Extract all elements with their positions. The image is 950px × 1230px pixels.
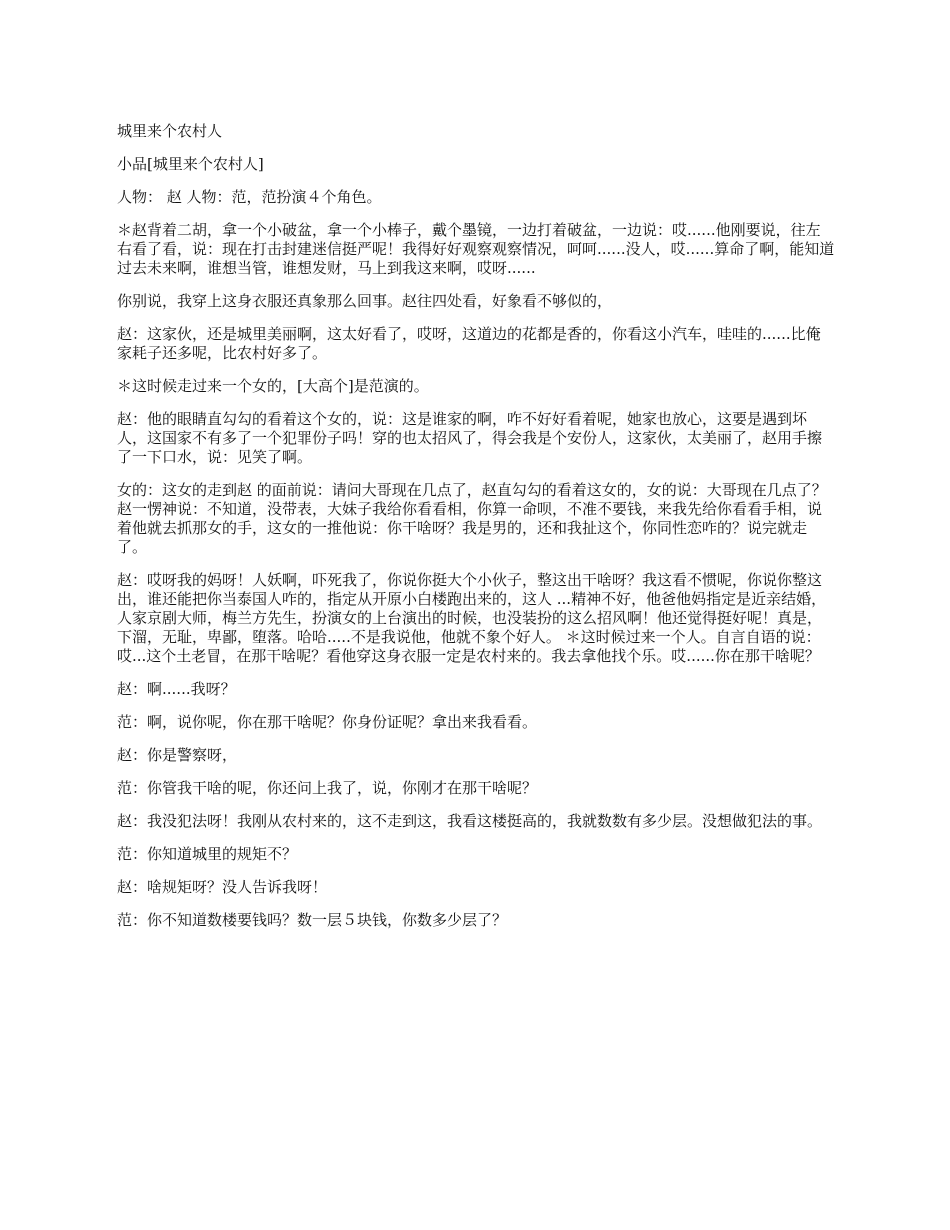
paragraph: 赵：哎呀我的妈呀！人妖啊，吓死我了，你说你挺大个小伙子，整这出干啥呀？我这看不惯呢，你说你整这出，谁还能把你当泰国人咋的，指定从开原小白楼跑出来的，这人 ...精神不好，他爸他妈指定是近亲结婚，人家京剧大师，梅兰方先生，扮演女的上台演出的时候，也没装扮的这么招风啊！他还觉得挺好呢！真是，下溜，无耻，卑鄙，堕落。哈哈.....不是我说他，他就不象个好人。 ＊这时候过来一个人。自言自语的说：哎...这个土老冒，在那干啥呢？看他穿这身衣服一定是农村来的。我去拿他找个乐。哎......你在那干啥呢？: [117, 571, 827, 665]
paragraph: 赵：他的眼睛直勾勾的看着这个女的，说：这是谁家的啊，咋不好好看着呢，她家也放心，这要是遇到坏人，这国家不有多了一个犯罪份子吗！穿的也太招风了，得会我是个安份人，这家伙，太美丽了，赵用手擦了一下口水，说：见笑了啊。: [117, 410, 823, 466]
paragraph: 女的：这女的走到赵 的面前说：请问大哥现在几点了，赵直勾勾的看着这女的，女的说：大哥现在几点了？赵一愣神说：不知道，没带表，大妹子我给你看看相，你算一命呗，不准不要钱，来我先给你看看手相，说着他就去抓那女的手，这女的一推他说：你干啥呀？我是男的，还和我扯这个，你同性恋咋的？说完就走了。: [117, 481, 827, 556]
paragraph: ＊这时候走过来一个女的，[大高个]是范演的。: [117, 377, 429, 395]
dialogue-line: 范：你管我干啥的呢，你还问上我了，说，你刚才在那干啥呢？: [117, 779, 538, 797]
dialogue-line: 范：你不知道数楼要钱吗？数一层５块钱，你数多少层了？: [117, 911, 508, 929]
subtitle: 小品[城里来个农村人]: [117, 155, 264, 173]
paragraph: ＊赵背着二胡，拿一个小破盆，拿一个小棒子，戴个墨镜，一边打着破盆，一边说：哎......他刚要说，往左右看了看，说：现在打击封建迷信挺严呢！我得好好观察观察情况，呵呵......没人，哎......算命了啊，能知道过去未来啊，谁想当管，谁想发财，马上到我这来啊，哎呀......: [117, 221, 835, 277]
paragraph: 你别说，我穿上这身衣服还真象那么回事。赵往四处看，好象看不够似的，: [117, 292, 613, 310]
paragraph: 赵：这家伙，还是城里美丽啊，这太好看了，哎呀，这道边的花都是香的，你看这小汽车，哇哇的......比俺家耗子还多呢，比农村好多了。: [117, 325, 821, 362]
dialogue-line: 赵：你是警察呀，: [117, 746, 238, 764]
dialogue-line: 范：你知道城里的规矩不？: [117, 845, 298, 863]
dialogue-line: 赵：啊......我呀？: [117, 680, 236, 698]
characters-line: 人物： 赵 人物：范，范扮演４个角色。: [117, 188, 382, 206]
document-body: [117, 122, 835, 944]
dialogue-line: 赵：啥规矩呀？没人告诉我呀！: [117, 878, 328, 896]
document-title: 城里来个农村人: [117, 122, 223, 140]
dialogue-line: 赵：我没犯法呀！我刚从农村来的，这不走到这，我看这楼挺高的，我就数数有多少层。没想做犯法的事。: [117, 812, 823, 830]
dialogue-line: 范：啊，说你呢，你在那干啥呢？你身份证呢？拿出来我看看。: [117, 713, 538, 731]
